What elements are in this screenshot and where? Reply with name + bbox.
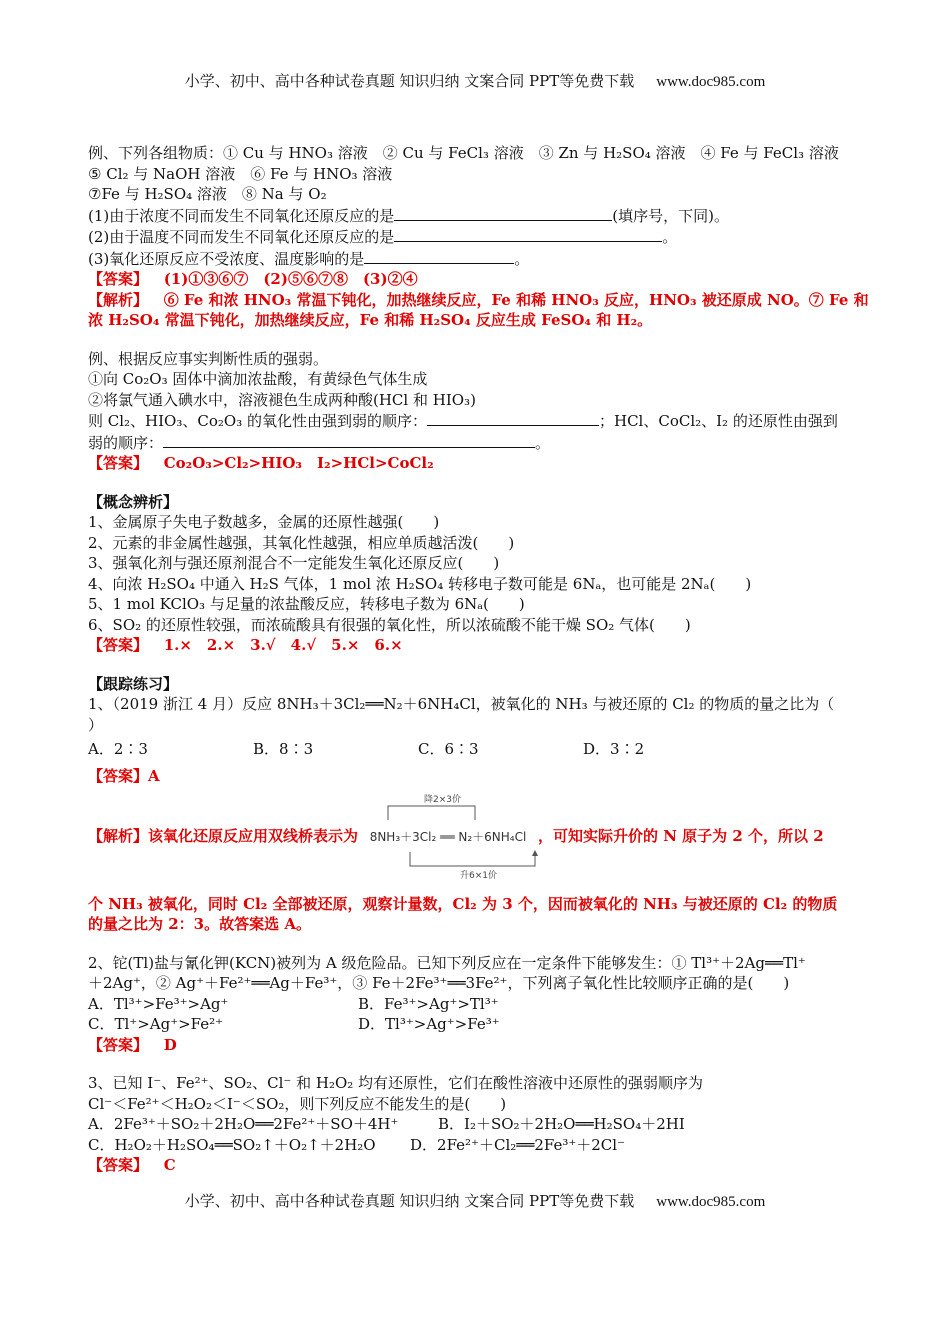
p1-options: [88, 739, 878, 760]
practice-title: 【跟踪练习】: [88, 674, 179, 693]
q1-tail: (填序号，下同)。: [612, 206, 729, 225]
redox-bridge-bottom: [380, 850, 560, 880]
ex2-line5: [88, 432, 878, 454]
explain-text: ⑥ Fe 和浓 HNO₃ 常温下钝化，加热继续反应，Fe 和稀 HNO₃ 反应，HNO₃ 被还原成 NO。⑦ Fe 和浓 H₂SO₄ 常温下钝化，加热继续反应，Fe 和稀 H₂SO₄ 反应生成 FeSO₄ 和 H₂。: [88, 290, 869, 329]
p1-explain-line: [88, 826, 878, 848]
ex1-explanation: [88, 290, 878, 331]
p3-stem1: 3、已知 I⁻、Fe²⁺、SO₂、Cl⁻ 和 H₂O₂ 均有还原性，它们在酸性溶液中还原性的强弱顺序为: [88, 1074, 704, 1092]
p3-options-row1: [88, 1114, 878, 1135]
explain-label: 【解析】: [88, 290, 149, 309]
explain-b: ，可知实际升价的 N 原子为 2 个，所以 2: [538, 827, 824, 845]
p3-stem2: Cl⁻＜Fe²⁺＜H₂O₂＜I⁻＜SO₂，则下列反应不能发生的是( ): [88, 1094, 507, 1113]
q1-text: (1)由于浓度不同而发生不同氧化还原反应的是: [88, 206, 395, 225]
option-c: C．Tl⁺>Ag⁺>Fe²⁺: [88, 1015, 224, 1033]
option-d: D．2Fe²⁺＋Cl₂══2Fe³⁺＋2Cl⁻: [410, 1135, 625, 1154]
header-text: 小学、初中、高中各种试卷真题 知识归纳 文案合同 PPT等免费下载: [184, 72, 635, 90]
p2-answer: [88, 1035, 878, 1056]
footer-text: 小学、初中、高中各种试卷真题 知识归纳 文案合同 PPT等免费下载: [184, 1192, 635, 1210]
p3-options-row2: [88, 1135, 878, 1156]
option-b: B．8∶3: [253, 740, 314, 758]
p3-answer: [88, 1155, 878, 1176]
concept-item: 1、金属原子失电子数越多，金属的还原性越强( ): [88, 513, 440, 531]
p2-stem2: ＋2Ag⁺，② Ag⁺＋Fe²⁺══Ag＋Fe³⁺，③ Fe＋2Fe³⁺══3Fe²⁺，下列离子氧化性比较顺序正确的是( ): [88, 974, 790, 992]
answer-blank: [427, 410, 599, 426]
option-d: D．3∶2: [583, 740, 645, 758]
page-footer: [0, 1190, 950, 1211]
redox-equation: [358, 827, 538, 848]
q2-tail: 。: [662, 228, 678, 246]
ex1-answer: [88, 269, 878, 290]
p2-stem1: 2、铊(Tl)盐与氰化钾(KCN)被列为 A 级危险品。已知下列反应在一定条件下能够发生：① Tl³⁺＋2Ag══Tl⁺: [88, 953, 806, 972]
answer-label: 【答案】: [88, 1156, 149, 1174]
option-a: A．Tl³⁺>Fe³⁺>Ag⁺: [88, 994, 229, 1013]
p1-explain-d: 的量之比为 2：3。故答案选 A。: [88, 915, 311, 933]
concept-item: 5、1 mol KClO₃ 与足量的浓盐酸反应，转移电子数为 6Nₐ( ): [88, 595, 525, 613]
ex1-line2: ⑤ Cl₂ 与 NaOH 溶液 ⑥ Fe 与 HNO₃ 溶液: [88, 164, 393, 183]
answer-text: 1.× 2.× 3.√ 4.√ 5.× 6.×: [163, 636, 403, 654]
option-d: D．Tl³⁺>Ag⁺>Fe³⁺: [358, 1015, 500, 1033]
p1-answer: 【答案】A: [88, 766, 160, 785]
ex2-q-text: 则 Cl₂、HIO₃、Co₂O₃ 的氧化性由强到弱的顺序：: [88, 412, 427, 430]
option-a: A．2Fe³⁺＋SO₂＋2H₂O══2Fe²⁺＋SO＋4H⁺: [88, 1115, 399, 1133]
answer-blank: [163, 432, 535, 448]
redox-bridge-top: [380, 792, 560, 822]
answer-label: 【答案】: [88, 1035, 149, 1054]
p2-options-row1: [88, 994, 878, 1015]
concept-item: 4、向浓 H₂SO₄ 中通入 H₂S 气体，1 mol 浓 H₂SO₄ 转移电子数可能是 6Nₐ，也可能是 2Nₐ( ): [88, 574, 752, 593]
p2-options-row2: [88, 1014, 878, 1035]
answer-text: C: [163, 1156, 176, 1174]
q3-tail: 。: [514, 249, 530, 268]
ex1-question-2: [88, 226, 878, 248]
ex2-line2: ①向 Co₂O₃ 固体中滴加浓盐酸，有黄绿色气体生成: [88, 370, 428, 388]
concept-item: 2、元素的非金属性越强，其氧化性越强，相应单质越活泼( ): [88, 533, 515, 552]
option-c: C．H₂O₂＋H₂SO₄══SO₂↑＋O₂↑＋2H₂O: [88, 1135, 376, 1154]
ex1-line1: 例、下列各组物质：① Cu 与 HNO₃ 溶液 ② Cu 与 FeCl₃ 溶液 ③ Zn 与 H₂SO₄ 溶液 ④ Fe 与 FeCl₃ 溶液: [88, 144, 839, 162]
answer-text: (1)①③⑥⑦ (2)⑤⑥⑦⑧ (3)②④: [163, 270, 418, 288]
equation-text: 8NH₃＋3Cl₂ ══ N₂＋6NH₄Cl: [369, 830, 527, 844]
answer-label: 【答案】: [88, 270, 149, 288]
option-c: C．6∶3: [418, 740, 479, 758]
bridge-top-label: 降2×3价: [424, 795, 461, 805]
concept-answer: [88, 635, 878, 656]
ex1-question-3: [88, 248, 878, 270]
ex1-question-1: [88, 205, 878, 227]
ex2-line4: [88, 410, 878, 432]
footer-site: www.doc985.com: [656, 1194, 766, 1210]
answer-label: 【答案】: [88, 636, 149, 654]
p1-stem-tail: ）: [88, 715, 104, 734]
ex1-line3: ⑦Fe 与 H₂SO₄ 溶液 ⑧ Na 与 O₂: [88, 185, 327, 203]
header-site: www.doc985.com: [656, 74, 766, 90]
p1-stem: 1、（2019 浙江 4 月）反应 8NH₃＋3Cl₂══N₂＋6NH₄Cl，被氧化的 NH₃ 与被还原的 Cl₂ 的物质的量之比为（: [88, 695, 835, 713]
concept-title: 【概念辨析】: [88, 492, 179, 511]
answer-text: Co₂O₃>Cl₂>HIO₃ I₂>HCl>CoCl₂: [163, 454, 434, 472]
q2-text: (2)由于温度不同而发生不同氧化还原反应的是: [88, 228, 395, 246]
bridge-bottom-label: 升6×1价: [460, 870, 497, 880]
p1-explain-c: 个 NH₃ 被氧化，同时 Cl₂ 全部被还原，观察计量数，Cl₂ 为 3 个，因而被氧化的 NH₃ 与被还原的 Cl₂ 的物质: [88, 894, 838, 913]
answer-text: D: [163, 1035, 177, 1054]
answer-blank: [394, 226, 662, 242]
ex2-q2-tail: 。: [535, 433, 551, 452]
ex2-line1: 例、根据反应事实判断性质的强弱。: [88, 349, 329, 368]
option-b: B．I₂＋SO₂＋2H₂O══H₂SO₄＋2HI: [438, 1115, 685, 1133]
explain-a: 【解析】该氧化还原反应用双线桥表示为: [88, 827, 359, 845]
page-header: [0, 70, 950, 91]
ex2-answer: [88, 453, 878, 474]
answer-blank: [394, 205, 612, 221]
concept-item: 3、强氧化剂与强还原剂混合不一定能发生氧化还原反应( ): [88, 554, 500, 572]
answer-blank: [364, 248, 514, 264]
document-body: [88, 143, 878, 1176]
q3-text: (3)氧化还原反应不受浓度、温度影响的是: [88, 249, 365, 268]
ex2-line3: ②将氯气通入碘水中，溶液褪色生成两种酸(HCl 和 HIO₃): [88, 390, 476, 409]
ex2-q-tail: ；HCl、CoCl₂、I₂ 的还原性由强到: [598, 412, 838, 430]
answer-label: 【答案】: [88, 454, 149, 472]
ex2-q2-text: 弱的顺序：: [88, 433, 164, 452]
option-a: A．2∶3: [88, 740, 148, 758]
concept-item: 6、SO₂ 的还原性较强，而浓硫酸具有很强的氧化性，所以浓硫酸不能干燥 SO₂ 气体( ): [88, 615, 691, 634]
option-b: B．Fe³⁺>Ag⁺>Tl³⁺: [358, 994, 499, 1013]
